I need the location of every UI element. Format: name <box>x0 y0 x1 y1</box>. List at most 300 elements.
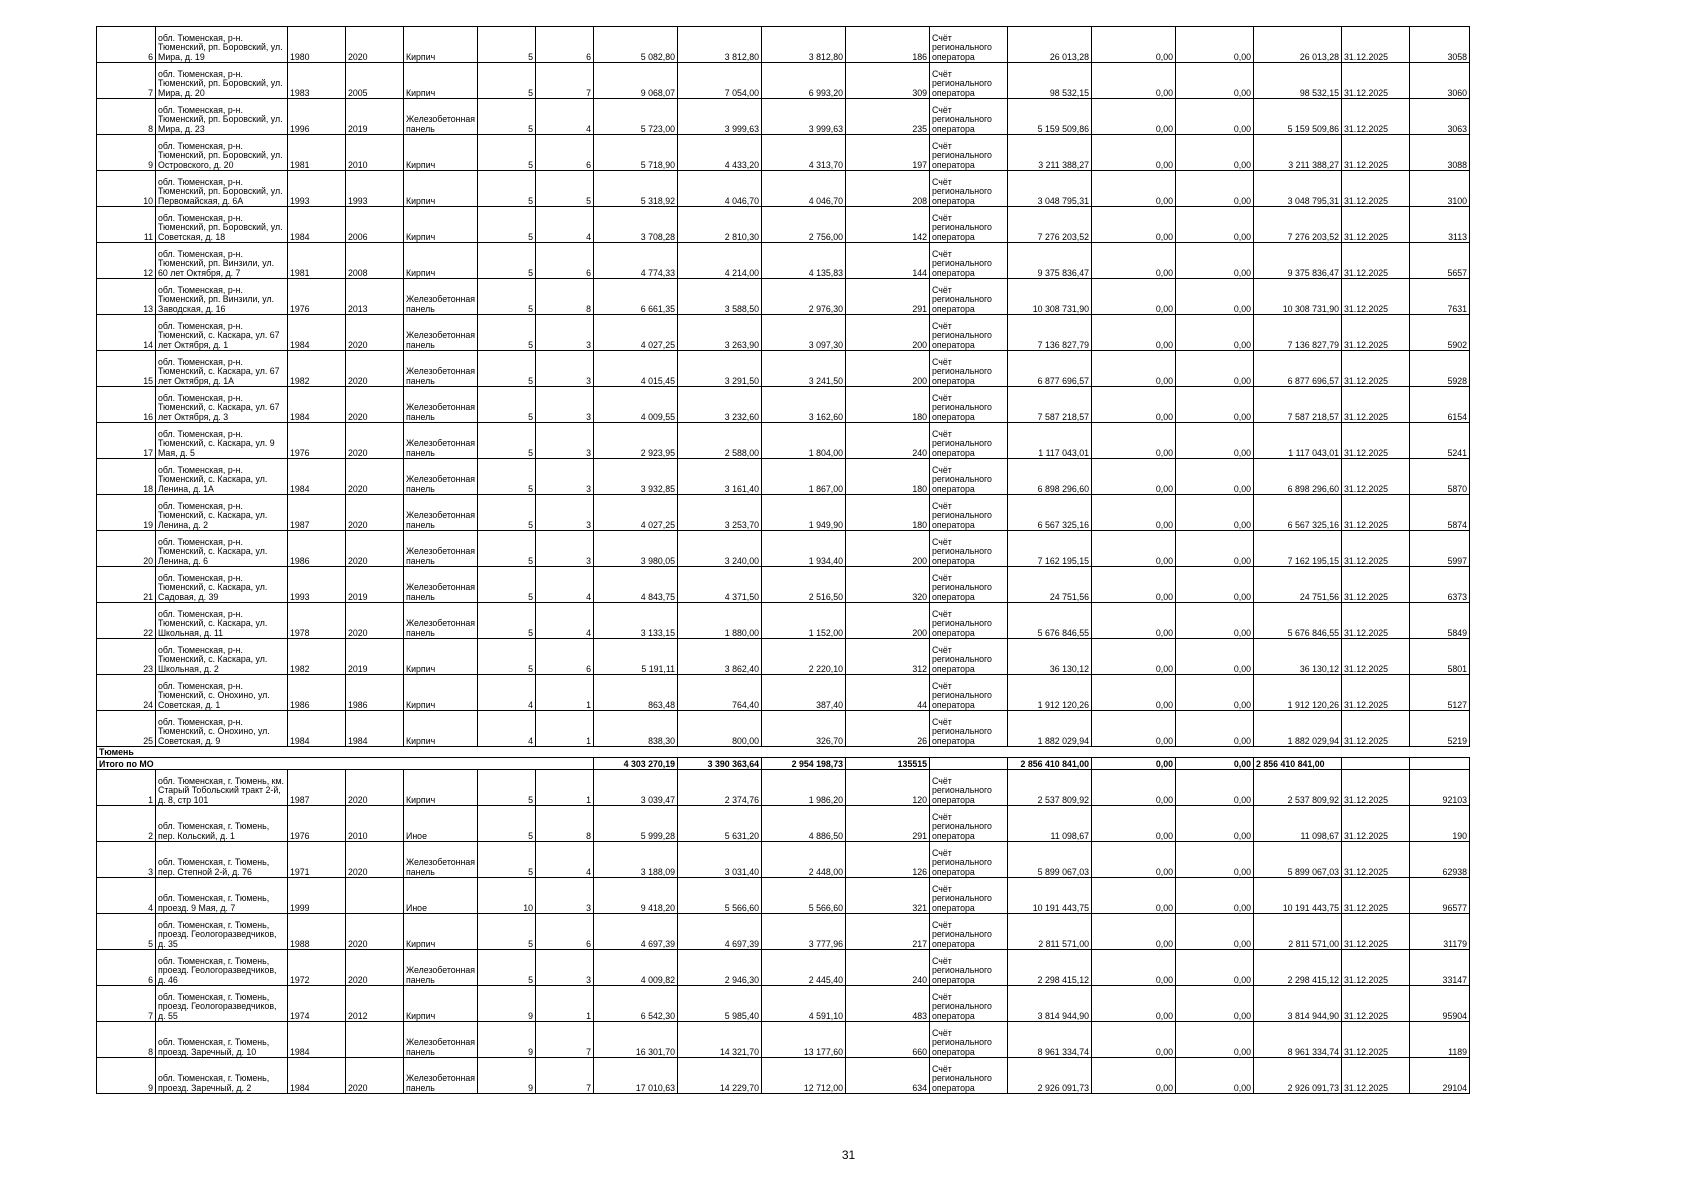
table-row <box>97 711 1470 747</box>
address-cell: обл. Тюменская, р-н. Тюменский, с. Онохино, ул. Советская, д. 9 <box>156 711 288 747</box>
address-cell: обл. Тюменская, р-н. Тюменский, с. Каскара, ул. 9 Мая, д. 5 <box>156 423 288 459</box>
floors-cell: 5 <box>478 842 536 878</box>
deadline-date-cell: 31.12.2025 <box>1342 914 1410 950</box>
address-cell: обл. Тюменская, г. Тюмень, проезд. Геологоразведчиков, д. 35 <box>156 914 288 950</box>
cost-owners-cell: 10 308 731,90 <box>1254 279 1342 315</box>
floors-cell: 5 <box>478 423 536 459</box>
area-residential-cell: 3 031,40 <box>678 842 762 878</box>
page-number: 31 <box>841 1148 856 1162</box>
year-repair-cell: 2020 <box>346 1058 404 1094</box>
table-row <box>97 387 1470 423</box>
entrances-cell: 6 <box>536 243 594 279</box>
residents-cell: 634 <box>846 1058 930 1094</box>
area-owned-cell: 3 162,60 <box>762 387 846 423</box>
entrances-cell: 8 <box>536 806 594 842</box>
cost-owners-cell: 5 676 846,55 <box>1254 603 1342 639</box>
cost-regional-cell: 0,00 <box>1176 27 1254 63</box>
entrances-cell: 3 <box>536 495 594 531</box>
area-owned-cell: 326,70 <box>762 711 846 747</box>
area-residential-cell: 4 371,50 <box>678 567 762 603</box>
cost-owners-cell: 3 814 944,90 <box>1254 986 1342 1022</box>
cost-cell: 7 276 203,52 <box>1008 207 1092 243</box>
table-row <box>97 639 1470 675</box>
entrances-cell: 6 <box>536 135 594 171</box>
cost-owners-cell: 24 751,56 <box>1254 567 1342 603</box>
area-residential-cell: 3 588,50 <box>678 279 762 315</box>
area-residential-cell: 2 810,30 <box>678 207 762 243</box>
cost-regional-cell: 0,00 <box>1176 243 1254 279</box>
row-number: 21 <box>97 567 156 603</box>
year-built-cell: 1982 <box>288 639 346 675</box>
cost-federal-cell: 0,00 <box>1092 639 1176 675</box>
table-row <box>97 243 1470 279</box>
wall-material-cell: Железобетонная панель <box>404 603 478 639</box>
cost-owners-cell: 5 899 067,03 <box>1254 842 1342 878</box>
wall-material-cell: Кирпич <box>404 986 478 1022</box>
house-code-cell: 3058 <box>1410 27 1470 63</box>
wall-material-cell: Кирпич <box>404 171 478 207</box>
row-number: 22 <box>97 603 156 639</box>
deadline-date-cell: 31.12.2025 <box>1342 495 1410 531</box>
area-owned-cell: 2 220,10 <box>762 639 846 675</box>
house-code-cell: 5657 <box>1410 243 1470 279</box>
area-owned-cell: 3 999,63 <box>762 99 846 135</box>
row-number: 14 <box>97 315 156 351</box>
area-residential-cell: 800,00 <box>678 711 762 747</box>
deadline-date-cell: 31.12.2025 <box>1342 711 1410 747</box>
cost-regional-cell: 0,00 <box>1176 63 1254 99</box>
cost-cell: 6 898 296,60 <box>1008 459 1092 495</box>
entrances-cell: 4 <box>536 603 594 639</box>
area-residential-cell: 3 999,63 <box>678 99 762 135</box>
wall-material-cell: Железобетонная панель <box>404 531 478 567</box>
deadline-date-cell: 31.12.2025 <box>1342 567 1410 603</box>
table-row <box>97 842 1470 878</box>
cost-regional-cell: 0,00 <box>1176 279 1254 315</box>
year-built-cell: 1978 <box>288 603 346 639</box>
table-row <box>97 315 1470 351</box>
area-residential-cell: 4 046,70 <box>678 171 762 207</box>
table-row <box>97 878 1470 914</box>
deadline-date-cell: 31.12.2025 <box>1342 351 1410 387</box>
year-built-cell: 1981 <box>288 243 346 279</box>
total-c3: 2 856 410 841,00 <box>1254 758 1342 770</box>
year-repair-cell: 2005 <box>346 63 404 99</box>
area-total-cell: 3 133,15 <box>594 603 678 639</box>
cost-regional-cell: 0,00 <box>1176 914 1254 950</box>
area-total-cell: 838,30 <box>594 711 678 747</box>
deadline-date-cell: 31.12.2025 <box>1342 315 1410 351</box>
row-number: 8 <box>97 1022 156 1058</box>
wall-material-cell: Иное <box>404 878 478 914</box>
wall-material-cell: Кирпич <box>404 27 478 63</box>
table-row <box>97 675 1470 711</box>
cost-federal-cell: 0,00 <box>1092 171 1176 207</box>
floors-cell: 4 <box>478 675 536 711</box>
housing-register-table <box>96 26 1470 1094</box>
year-built-cell: 1982 <box>288 351 346 387</box>
table-row <box>97 495 1470 531</box>
wall-material-cell: Железобетонная панель <box>404 423 478 459</box>
year-built-cell: 1996 <box>288 99 346 135</box>
area-owned-cell: 3 241,50 <box>762 351 846 387</box>
deadline-date-cell: 31.12.2025 <box>1342 99 1410 135</box>
area-total-cell: 3 039,47 <box>594 770 678 806</box>
row-number: 15 <box>97 351 156 387</box>
deadline-date-cell: 31.12.2025 <box>1342 279 1410 315</box>
area-residential-cell: 14 229,70 <box>678 1058 762 1094</box>
address-cell: обл. Тюменская, г. Тюмень, км. Старый Тобольский тракт 2-й, д. 8, стр 101 <box>156 770 288 806</box>
address-cell: обл. Тюменская, р-н. Тюменский, с. Каскара, ул. 67 лет Октября, д. 1А <box>156 351 288 387</box>
area-residential-cell: 5 566,60 <box>678 878 762 914</box>
fund-method-cell: Счёт регионального оператора <box>930 351 1008 387</box>
deadline-date-cell: 31.12.2025 <box>1342 986 1410 1022</box>
total-residents: 135515 <box>846 758 930 770</box>
wall-material-cell: Кирпич <box>404 675 478 711</box>
residents-cell: 208 <box>846 171 930 207</box>
wall-material-cell: Кирпич <box>404 711 478 747</box>
year-built-cell: 1993 <box>288 171 346 207</box>
area-total-cell: 863,48 <box>594 675 678 711</box>
cost-owners-cell: 6 877 696,57 <box>1254 351 1342 387</box>
year-repair-cell: 2020 <box>346 603 404 639</box>
entrances-cell: 3 <box>536 387 594 423</box>
cost-cell: 9 375 836,47 <box>1008 243 1092 279</box>
fund-method-cell: Счёт регионального оператора <box>930 675 1008 711</box>
cost-cell: 98 532,15 <box>1008 63 1092 99</box>
wall-material-cell: Железобетонная панель <box>404 1022 478 1058</box>
cost-regional-cell: 0,00 <box>1176 99 1254 135</box>
table-row <box>97 459 1470 495</box>
residents-cell: 44 <box>846 675 930 711</box>
floors-cell: 5 <box>478 351 536 387</box>
fund-method-cell: Счёт регионального оператора <box>930 639 1008 675</box>
year-built-cell: 1987 <box>288 495 346 531</box>
deadline-date-cell: 31.12.2025 <box>1342 27 1410 63</box>
table-row <box>97 914 1470 950</box>
fund-method-cell: Счёт регионального оператора <box>930 243 1008 279</box>
row-number: 25 <box>97 711 156 747</box>
house-code-cell: 6373 <box>1410 567 1470 603</box>
area-total-cell: 4 009,55 <box>594 387 678 423</box>
cost-owners-cell: 3 211 388,27 <box>1254 135 1342 171</box>
year-built-cell: 1976 <box>288 423 346 459</box>
area-total-cell: 5 723,00 <box>594 99 678 135</box>
deadline-date-cell: 31.12.2025 <box>1342 423 1410 459</box>
area-total-cell: 5 191,11 <box>594 639 678 675</box>
fund-method-cell: Счёт регионального оператора <box>930 770 1008 806</box>
cost-owners-cell: 3 048 795,31 <box>1254 171 1342 207</box>
cost-cell: 2 537 809,92 <box>1008 770 1092 806</box>
year-repair-cell: 1986 <box>346 675 404 711</box>
total-area-total: 4 303 270,19 <box>594 758 678 770</box>
fund-method-cell: Счёт регионального оператора <box>930 878 1008 914</box>
entrances-cell: 6 <box>536 27 594 63</box>
wall-material-cell: Железобетонная панель <box>404 1058 478 1094</box>
entrances-cell: 7 <box>536 63 594 99</box>
cost-owners-cell: 11 098,67 <box>1254 806 1342 842</box>
cost-regional-cell: 0,00 <box>1176 495 1254 531</box>
cost-cell: 36 130,12 <box>1008 639 1092 675</box>
area-owned-cell: 3 777,96 <box>762 914 846 950</box>
floors-cell: 5 <box>478 806 536 842</box>
fund-method-cell: Счёт регионального оператора <box>930 207 1008 243</box>
floors-cell: 5 <box>478 914 536 950</box>
area-residential-cell: 2 374,76 <box>678 770 762 806</box>
residents-cell: 120 <box>846 770 930 806</box>
deadline-date-cell: 31.12.2025 <box>1342 639 1410 675</box>
area-owned-cell: 2 756,00 <box>762 207 846 243</box>
cost-cell: 6 877 696,57 <box>1008 351 1092 387</box>
year-built-cell: 1971 <box>288 842 346 878</box>
cost-owners-cell: 7 587 218,57 <box>1254 387 1342 423</box>
address-cell: обл. Тюменская, р-н. Тюменский, рп. Винзили, ул. 60 лет Октября, д. 7 <box>156 243 288 279</box>
house-code-cell: 1189 <box>1410 1022 1470 1058</box>
house-code-cell: 96577 <box>1410 878 1470 914</box>
wall-material-cell: Кирпич <box>404 770 478 806</box>
cost-federal-cell: 0,00 <box>1092 135 1176 171</box>
fund-method-cell: Счёт регионального оператора <box>930 99 1008 135</box>
year-repair-cell: 2012 <box>346 986 404 1022</box>
cost-owners-cell: 7 276 203,52 <box>1254 207 1342 243</box>
total-c2: 0,00 <box>1176 758 1254 770</box>
cost-regional-cell: 0,00 <box>1176 639 1254 675</box>
row-number: 18 <box>97 459 156 495</box>
cost-cell: 7 587 218,57 <box>1008 387 1092 423</box>
cost-owners-cell: 9 375 836,47 <box>1254 243 1342 279</box>
area-total-cell: 9 418,20 <box>594 878 678 914</box>
area-residential-cell: 3 862,40 <box>678 639 762 675</box>
area-owned-cell: 4 046,70 <box>762 171 846 207</box>
cost-federal-cell: 0,00 <box>1092 675 1176 711</box>
house-code-cell: 3113 <box>1410 207 1470 243</box>
cost-federal-cell: 0,00 <box>1092 531 1176 567</box>
floors-cell: 5 <box>478 387 536 423</box>
row-number: 9 <box>97 135 156 171</box>
floors-cell: 5 <box>478 315 536 351</box>
row-number: 3 <box>97 842 156 878</box>
table-row <box>97 806 1470 842</box>
cost-federal-cell: 0,00 <box>1092 279 1176 315</box>
year-repair-cell: 1993 <box>346 171 404 207</box>
total-label: Итого по МО <box>97 758 594 770</box>
area-owned-cell: 3 812,80 <box>762 27 846 63</box>
address-cell: обл. Тюменская, р-н. Тюменский, с. Каскара, ул. 67 лет Октября, д. 1 <box>156 315 288 351</box>
area-owned-cell: 4 135,83 <box>762 243 846 279</box>
house-code-cell: 92103 <box>1410 770 1470 806</box>
year-repair-cell: 2019 <box>346 639 404 675</box>
house-code-cell: 5902 <box>1410 315 1470 351</box>
year-built-cell: 1972 <box>288 950 346 986</box>
total-date-empty <box>1342 758 1410 770</box>
area-residential-cell: 5 985,40 <box>678 986 762 1022</box>
residents-cell: 126 <box>846 842 930 878</box>
area-owned-cell: 1 949,90 <box>762 495 846 531</box>
year-built-cell: 1974 <box>288 986 346 1022</box>
wall-material-cell: Железобетонная панель <box>404 315 478 351</box>
cost-federal-cell: 0,00 <box>1092 423 1176 459</box>
area-owned-cell: 2 516,50 <box>762 567 846 603</box>
cost-owners-cell: 1 882 029,94 <box>1254 711 1342 747</box>
cost-cell: 5 676 846,55 <box>1008 603 1092 639</box>
address-cell: обл. Тюменская, р-н. Тюменский, с. Каскара, ул. Ленина, д. 6 <box>156 531 288 567</box>
house-code-cell: 5801 <box>1410 639 1470 675</box>
fund-method-cell: Счёт регионального оператора <box>930 1058 1008 1094</box>
cost-cell: 1 912 120,26 <box>1008 675 1092 711</box>
address-cell: обл. Тюменская, р-н. Тюменский, с. Каскара, ул. Школьная, д. 11 <box>156 603 288 639</box>
table-row <box>97 27 1470 63</box>
wall-material-cell: Железобетонная панель <box>404 351 478 387</box>
residents-cell: 200 <box>846 315 930 351</box>
year-repair-cell <box>346 878 404 914</box>
year-built-cell: 1981 <box>288 135 346 171</box>
fund-method-cell: Счёт регионального оператора <box>930 495 1008 531</box>
cost-regional-cell: 0,00 <box>1176 675 1254 711</box>
residents-cell: 291 <box>846 806 930 842</box>
year-repair-cell: 2019 <box>346 99 404 135</box>
year-built-cell: 1984 <box>288 207 346 243</box>
rows-tyumen-city <box>97 770 1470 1094</box>
area-total-cell: 5 318,92 <box>594 171 678 207</box>
table-row <box>97 99 1470 135</box>
house-code-cell: 95904 <box>1410 986 1470 1022</box>
area-owned-cell: 13 177,60 <box>762 1022 846 1058</box>
residents-cell: 321 <box>846 878 930 914</box>
floors-cell: 9 <box>478 1058 536 1094</box>
address-cell: обл. Тюменская, р-н. Тюменский, с. Каскара, ул. Ленина, д. 2 <box>156 495 288 531</box>
row-number: 11 <box>97 207 156 243</box>
entrances-cell: 4 <box>536 567 594 603</box>
year-repair-cell: 2020 <box>346 351 404 387</box>
row-number: 17 <box>97 423 156 459</box>
area-total-cell: 4 843,75 <box>594 567 678 603</box>
cost-regional-cell: 0,00 <box>1176 842 1254 878</box>
fund-method-cell: Счёт регионального оператора <box>930 63 1008 99</box>
area-total-cell: 17 010,63 <box>594 1058 678 1094</box>
cost-cell: 5 899 067,03 <box>1008 842 1092 878</box>
total-cost: 2 856 410 841,00 <box>1008 758 1092 770</box>
year-repair-cell: 2020 <box>346 914 404 950</box>
year-repair-cell: 2020 <box>346 770 404 806</box>
cost-federal-cell: 0,00 <box>1092 711 1176 747</box>
address-cell: обл. Тюменская, р-н. Тюменский, рп. Боровский, ул. Островского, д. 20 <box>156 135 288 171</box>
floors-cell: 5 <box>478 27 536 63</box>
row-number: 23 <box>97 639 156 675</box>
area-residential-cell: 764,40 <box>678 675 762 711</box>
cost-regional-cell: 0,00 <box>1176 531 1254 567</box>
area-total-cell: 5 999,28 <box>594 806 678 842</box>
address-cell: обл. Тюменская, г. Тюмень, проезд. Заречный, д. 10 <box>156 1022 288 1058</box>
fund-method-cell: Счёт регионального оператора <box>930 27 1008 63</box>
residents-cell: 291 <box>846 279 930 315</box>
cost-regional-cell: 0,00 <box>1176 986 1254 1022</box>
table-row <box>97 1022 1470 1058</box>
row-number: 20 <box>97 531 156 567</box>
cost-cell: 10 191 443,75 <box>1008 878 1092 914</box>
entrances-cell: 4 <box>536 842 594 878</box>
cost-federal-cell: 0,00 <box>1092 770 1176 806</box>
residents-cell: 483 <box>846 986 930 1022</box>
deadline-date-cell: 31.12.2025 <box>1342 171 1410 207</box>
year-built-cell: 1993 <box>288 567 346 603</box>
wall-material-cell: Кирпич <box>404 207 478 243</box>
year-repair-cell: 1984 <box>346 711 404 747</box>
address-cell: обл. Тюменская, р-н. Тюменский, рп. Боровский, ул. Мира, д. 20 <box>156 63 288 99</box>
floors-cell: 5 <box>478 459 536 495</box>
cost-cell: 7 162 195,15 <box>1008 531 1092 567</box>
cost-federal-cell: 0,00 <box>1092 842 1176 878</box>
cost-cell: 26 013,28 <box>1008 27 1092 63</box>
cost-regional-cell: 0,00 <box>1176 878 1254 914</box>
residents-cell: 200 <box>846 531 930 567</box>
year-repair-cell: 2020 <box>346 842 404 878</box>
year-built-cell: 1986 <box>288 531 346 567</box>
entrances-cell: 6 <box>536 639 594 675</box>
area-total-cell: 4 015,45 <box>594 351 678 387</box>
residents-cell: 180 <box>846 387 930 423</box>
row-number: 12 <box>97 243 156 279</box>
floors-cell: 5 <box>478 135 536 171</box>
cost-federal-cell: 0,00 <box>1092 914 1176 950</box>
cost-federal-cell: 0,00 <box>1092 315 1176 351</box>
fund-method-cell: Счёт регионального оператора <box>930 459 1008 495</box>
house-code-cell: 3088 <box>1410 135 1470 171</box>
house-code-cell: 190 <box>1410 806 1470 842</box>
entrances-cell: 5 <box>536 171 594 207</box>
city-section <box>97 747 1470 770</box>
area-total-cell: 4 774,33 <box>594 243 678 279</box>
area-residential-cell: 7 054,00 <box>678 63 762 99</box>
area-residential-cell: 3 232,60 <box>678 387 762 423</box>
cost-cell: 3 048 795,31 <box>1008 171 1092 207</box>
cost-cell: 1 117 043,01 <box>1008 423 1092 459</box>
cost-cell: 2 811 571,00 <box>1008 914 1092 950</box>
wall-material-cell: Железобетонная панель <box>404 567 478 603</box>
residents-cell: 180 <box>846 459 930 495</box>
floors-cell: 5 <box>478 770 536 806</box>
cost-owners-cell: 10 191 443,75 <box>1254 878 1342 914</box>
year-built-cell: 1983 <box>288 63 346 99</box>
cost-regional-cell: 0,00 <box>1176 459 1254 495</box>
area-residential-cell: 3 240,00 <box>678 531 762 567</box>
cost-federal-cell: 0,00 <box>1092 603 1176 639</box>
cost-federal-cell: 0,00 <box>1092 459 1176 495</box>
fund-method-cell: Счёт регионального оператора <box>930 842 1008 878</box>
fund-method-cell: Счёт регионального оператора <box>930 135 1008 171</box>
deadline-date-cell: 31.12.2025 <box>1342 878 1410 914</box>
table-row <box>97 279 1470 315</box>
deadline-date-cell: 31.12.2025 <box>1342 1022 1410 1058</box>
area-total-cell: 6 661,35 <box>594 279 678 315</box>
cost-federal-cell: 0,00 <box>1092 99 1176 135</box>
area-total-cell: 2 923,95 <box>594 423 678 459</box>
table-row <box>97 135 1470 171</box>
house-code-cell: 31179 <box>1410 914 1470 950</box>
area-total-cell: 5 082,80 <box>594 27 678 63</box>
house-code-cell: 3060 <box>1410 63 1470 99</box>
address-cell: обл. Тюменская, р-н. Тюменский, с. Каскара, ул. Ленина, д. 1А <box>156 459 288 495</box>
year-repair-cell: 2020 <box>346 950 404 986</box>
floors-cell: 5 <box>478 207 536 243</box>
cost-cell: 3 814 944,90 <box>1008 986 1092 1022</box>
fund-method-cell: Счёт регионального оператора <box>930 603 1008 639</box>
deadline-date-cell: 31.12.2025 <box>1342 675 1410 711</box>
entrances-cell: 3 <box>536 878 594 914</box>
cost-cell: 7 136 827,79 <box>1008 315 1092 351</box>
entrances-cell: 1 <box>536 711 594 747</box>
cost-owners-cell: 7 162 195,15 <box>1254 531 1342 567</box>
area-owned-cell: 1 867,00 <box>762 459 846 495</box>
